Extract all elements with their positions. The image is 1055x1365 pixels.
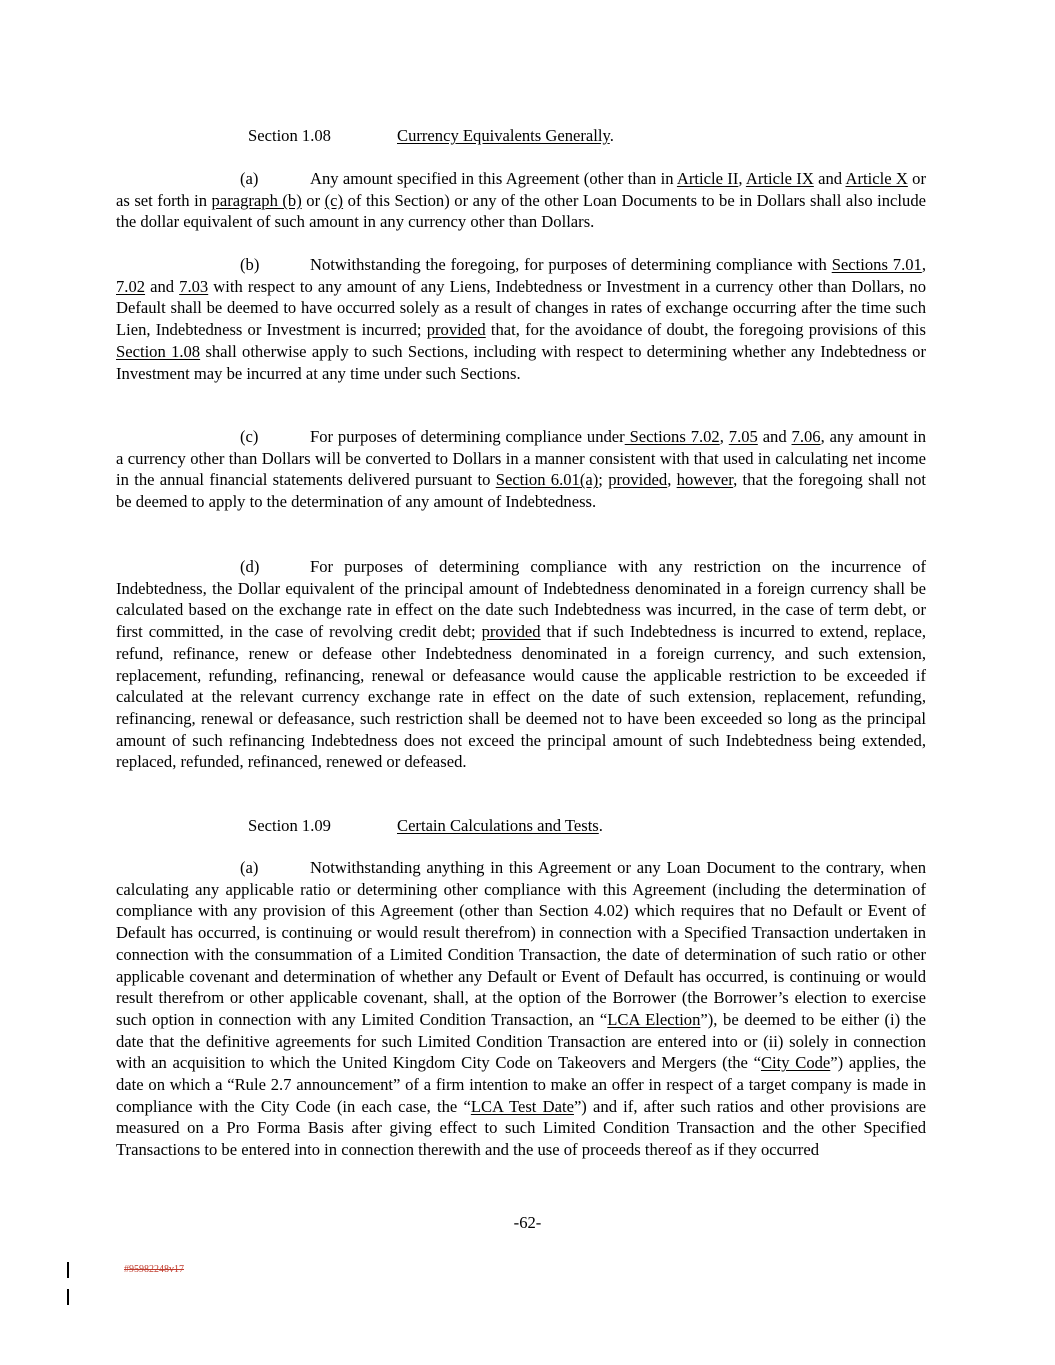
paragraph-1-08-d: (d) For purposes of determining compliance with any restriction on the incurrence of Indebtedness, the Dollar equivalent of the principal amount of Indebtedness denominated in a foreign currency shall be calculated based on the exchange rate in effect on the date such Indebtedness was incurred, in the case of term debt, or first committed, in the case of revolving credit debt; provided that if such Indebtedness is incurred to extend, replace, refund, refinance, renew or defease other Indebtedness denominated in a foreign currency, and such extension, replacement, refunding, refinancing, renewal or defeasance would cause the applicable restriction to be exceeded if calculated at the relevant currency exchange rate in effect on the date of such extension, replacement, refunding, refinancing, renewal or defeasance, such restriction shall be deemed not to have been exceeded so long as the principal amount of such refinancing Indebtedness does not exceed the principal amount of such Indebtedness being extended, replaced, refunded, refinanced, renewed or defeased. xyxy=(116,557,926,772)
paragraph-1-09-a: (a) Notwithstanding anything in this Agreement or any Loan Document to the contrary, when calculating any applicable ratio or determining other compliance with this Agreement (including the determination of compliance with any provision of this Agreement (other than Section 4.02) which requires that no Default or Event of Default has occurred, is continuing or would result therefrom) in connection with a Specified Transaction undertaken in connection with the consummation of a Limited Condition Transaction, the date of determination of such ratio or other applicable covenant and determination of whether any Default or Event of Default has occurred, is continuing or would result therefrom or other applicable covenant, shall, at the option of the Borrower (the Borrower’s election to exercise such option in connection with any Limited Condition Transaction, an “LCA Election”), be deemed to be either (i) the date that the definitive agreements for such Limited Condition Transaction are entered into or (ii) solely in connection with an acquisition to which the United Kingdom City Code on Takeovers and Mergers (the “City Code”) applies, the date on which a “Rule 2.7 announcement” of a firm intention to make an offer in respect of a target company is made in compliance with the City Code (in each case, the “LCA Test Date”) and if, after such ratios and other provisions are measured on a Pro Forma Basis after giving effect to such Limited Condition Transaction and the other Specified Transactions to be entered into in connection therewith and the use of proceeds thereof as if they occurred xyxy=(116,858,926,1160)
cross-reference: Article II xyxy=(676,169,739,188)
cross-reference: Sections 7.01 xyxy=(831,255,922,274)
cross-reference: Article IX xyxy=(745,169,814,188)
paragraph-label: (a) xyxy=(240,169,259,188)
defined-term: LCA Test Date xyxy=(470,1096,574,1116)
section-title: Certain Calculations and Tests xyxy=(397,816,599,835)
paragraph-1-08-c: (c) For purposes of determining compliance under Sections 7.02, 7.05 and 7.06, any amount in a currency other than Dollars will be converted to Dollars in a manner consistent with that used in calculating net income in the annual financial statements delivered pursuant to Section 6.01(a); provided, however, that the foregoing shall not be deemed to apply to the determination of any amount of Indebtedness. xyxy=(116,427,926,512)
cross-reference: 7.05 xyxy=(728,427,758,446)
paragraph-label: (c) xyxy=(240,427,259,446)
defined-term: however xyxy=(676,470,734,490)
defined-term: provided xyxy=(481,622,541,642)
section-heading-1-08: Section 1.08 Currency Equivalents Generally. xyxy=(248,126,614,145)
section-heading-1-09: Section 1.09 Certain Calculations and Tests. xyxy=(248,816,603,835)
cross-reference: 7.03 xyxy=(179,276,209,296)
defined-term: City Code xyxy=(760,1053,831,1073)
cross-reference: Section 6.01(a) xyxy=(495,470,599,490)
paragraph-1-08-a: (a) Any amount specified in this Agreement (other than in Article II, Article IX and Article X or as set forth in paragraph (b) or (c) of this Section) or any of the other Loan Documents to be in Dollars shall also include the dollar equivalent of such amount in any currency other than Dollars. xyxy=(116,169,926,232)
section-number: Section 1.09 xyxy=(248,816,331,835)
paragraph-label: (d) xyxy=(240,557,260,576)
cross-reference: Section 1.08 xyxy=(116,341,201,361)
cross-reference: (c) xyxy=(324,190,344,210)
section-number: Section 1.08 xyxy=(248,126,331,145)
defined-term: provided xyxy=(608,470,668,490)
paragraph-label: (a) xyxy=(240,858,259,877)
change-bar xyxy=(67,1289,69,1305)
defined-term: provided xyxy=(426,320,486,340)
cross-reference: 7.02 xyxy=(116,276,146,296)
change-bar xyxy=(67,1262,69,1278)
section-title: Currency Equivalents Generally xyxy=(397,126,610,145)
paragraph-1-08-b: (b) Notwithstanding the foregoing, for purposes of determining compliance with Sections 7.01, 7.02 and 7.03 with respect to any amount of any Liens, Indebtedness or Investment in a currency other than Dollars, no Default shall be deemed to have occurred solely as a result of changes in rates of exchange occurring after the time such Lien, Indebtedness or Investment is incurred; provided that, for the avoidance of doubt, the foregoing provisions of this Section 1.08 shall otherwise apply to such Sections, including with respect to determining whether any Indebtedness or Investment may be incurred at any time under such Sections. xyxy=(116,255,926,383)
cross-reference: paragraph (b) xyxy=(211,190,302,210)
defined-term: LCA Election xyxy=(607,1009,701,1029)
cross-reference: Sections 7.02 xyxy=(624,427,720,446)
cross-reference: 7.06 xyxy=(791,427,821,446)
cross-reference: Article X xyxy=(845,169,908,188)
page-number: -62- xyxy=(513,1213,542,1232)
paragraph-label: (b) xyxy=(240,255,260,274)
document-id: #95982248v17 xyxy=(124,1264,184,1275)
